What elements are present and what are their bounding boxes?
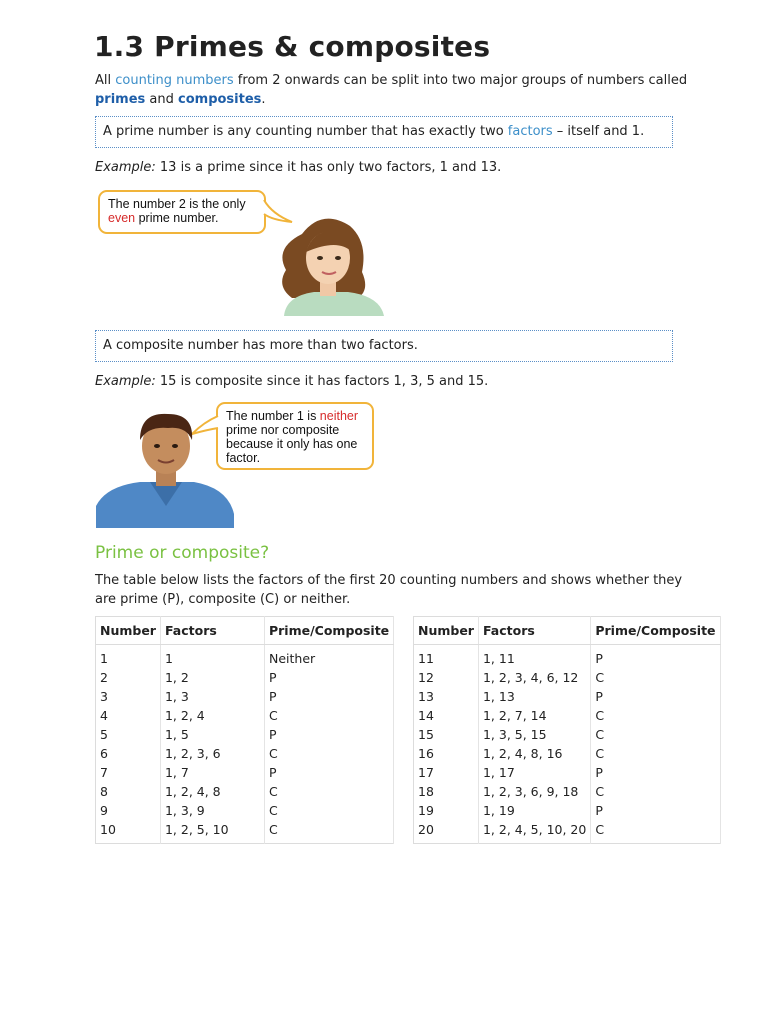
table-row — [414, 782, 721, 801]
prime-definition-box — [95, 116, 673, 148]
table-cell: 11 — [414, 645, 479, 669]
table-cell: P — [591, 763, 720, 782]
table-cell: 1, 3 — [160, 687, 264, 706]
neither-speech-bubble — [216, 402, 374, 470]
table-cell: 2 — [96, 668, 161, 687]
prime-example — [95, 160, 501, 175]
table-cell: 12 — [414, 668, 479, 687]
neither-bubble-line-1-text: The number 1 is — [226, 409, 320, 423]
table-cell: 4 — [96, 706, 161, 725]
page-title: 1.3 Primes & composites — [94, 30, 491, 63]
table-header-cell: Number — [414, 617, 479, 645]
table-cell: 19 — [414, 801, 479, 820]
intro-text-3: and — [145, 92, 179, 107]
table-cell: P — [264, 668, 393, 687]
table-cell: 20 — [414, 820, 479, 844]
table-row — [96, 725, 394, 744]
table-cell: 1, 3, 5, 15 — [478, 725, 590, 744]
neither-bubble-line-2: prime nor composite — [226, 423, 340, 437]
table-cell: 14 — [414, 706, 479, 725]
table-header-cell: Prime/Composite — [591, 617, 720, 645]
table-cell: 5 — [96, 725, 161, 744]
table-row — [96, 706, 394, 725]
table-row — [414, 687, 721, 706]
section-heading: Prime or composite? — [95, 543, 270, 563]
table-cell: 1, 2, 3, 4, 6, 12 — [478, 668, 590, 687]
table-cell: 18 — [414, 782, 479, 801]
table-cell: P — [591, 801, 720, 820]
table-cell: 1, 7 — [160, 763, 264, 782]
table-header-cell: Number — [96, 617, 161, 645]
neither-bubble-line-3: because it only has one — [226, 437, 358, 451]
neither-bubble-line-1 — [226, 409, 364, 423]
table-intro: The table below lists the factors of the first 20 counting numbers and shows whether they are prime (P), composite (C) or neither. — [95, 573, 683, 607]
composite-example — [95, 374, 488, 389]
prime-example-text: 13 is a prime since it has only two factors, 1 and 13. — [155, 160, 502, 175]
table-row — [96, 744, 394, 763]
table-row — [414, 763, 721, 782]
neither-highlight: neither — [319, 409, 359, 423]
table-cell: 17 — [414, 763, 479, 782]
table-row — [414, 820, 721, 844]
table-cell: 1, 11 — [478, 645, 590, 669]
table-cell: 1, 2 — [160, 668, 264, 687]
table-cell: P — [264, 725, 393, 744]
table-cell: P — [264, 687, 393, 706]
prime-definition-text-1: A prime number is any counting number that has exactly two — [103, 124, 508, 139]
table-row — [96, 763, 394, 782]
prime-example-label: Example: — [95, 160, 156, 175]
table-cell: 1 — [160, 645, 264, 669]
factors-table-right — [413, 616, 721, 844]
factors-link[interactable]: factors — [507, 124, 553, 139]
composite-definition-text: A composite number has more than two factors. — [103, 338, 418, 353]
intro-paragraph — [95, 71, 695, 109]
intro-text-1: All — [95, 73, 116, 88]
table-header-cell: Factors — [478, 617, 590, 645]
table-cell: P — [264, 763, 393, 782]
even-prime-speech-bubble — [98, 190, 266, 234]
even-bubble-line-2 — [108, 211, 256, 225]
table-row — [96, 645, 394, 669]
table-cell: 1, 2, 3, 6, 9, 18 — [478, 782, 590, 801]
woman-illustration-icon — [262, 212, 390, 316]
table-cell: 1, 2, 3, 6 — [160, 744, 264, 763]
table-cell: 1, 2, 7, 14 — [478, 706, 590, 725]
table-row — [414, 725, 721, 744]
table-cell: C — [591, 725, 720, 744]
table-row — [414, 801, 721, 820]
table-cell: 1, 2, 4, 8, 16 — [478, 744, 590, 763]
table-cell: 6 — [96, 744, 161, 763]
table-row — [414, 645, 721, 669]
neither-bubble-line-4: factor. — [226, 451, 261, 465]
table-row — [96, 668, 394, 687]
table-row — [96, 820, 394, 844]
table-row — [414, 744, 721, 763]
even-highlight: even — [108, 211, 136, 225]
table-cell: 16 — [414, 744, 479, 763]
table-cell: 8 — [96, 782, 161, 801]
table-cell: 9 — [96, 801, 161, 820]
composite-example-text: 15 is composite since it has factors 1, 3, 5 and 15. — [155, 374, 489, 389]
table-cell: 1, 17 — [478, 763, 590, 782]
man-illustration-icon — [96, 410, 236, 528]
even-bubble-line-2-text: prime number. — [135, 211, 219, 225]
table-cell: 1, 2, 4 — [160, 706, 264, 725]
table-cell: C — [264, 706, 393, 725]
table-cell: 3 — [96, 687, 161, 706]
table-cell: C — [264, 744, 393, 763]
even-bubble-line-1: The number 2 is the only — [108, 197, 246, 211]
table-cell: 1, 2, 4, 8 — [160, 782, 264, 801]
table-cell: 1, 19 — [478, 801, 590, 820]
composite-definition-box — [95, 330, 673, 362]
table-cell: C — [591, 782, 720, 801]
prime-definition-text-2: – itself and 1. — [552, 124, 645, 139]
primes-link[interactable]: primes — [95, 92, 146, 107]
table-cell: 1, 3, 9 — [160, 801, 264, 820]
table-cell: C — [264, 801, 393, 820]
table-row — [414, 668, 721, 687]
table-row — [96, 801, 394, 820]
table-cell: 1, 2, 5, 10 — [160, 820, 264, 844]
table-cell: 1, 2, 4, 5, 10, 20 — [478, 820, 590, 844]
intro-text-4: . — [261, 92, 266, 107]
table-header-cell: Factors — [160, 617, 264, 645]
table-cell: P — [591, 645, 720, 669]
table-cell: C — [264, 820, 393, 844]
table-cell: C — [591, 668, 720, 687]
table-header-row — [414, 617, 721, 645]
table-header-row — [96, 617, 394, 645]
table-cell: 1, 5 — [160, 725, 264, 744]
table-cell: 1, 13 — [478, 687, 590, 706]
table-cell: C — [591, 744, 720, 763]
composites-link[interactable]: composites — [178, 92, 262, 107]
table-cell: 1 — [96, 645, 161, 669]
composite-example-label: Example: — [95, 374, 156, 389]
table-cell: 10 — [96, 820, 161, 844]
table-header-cell: Prime/Composite — [264, 617, 393, 645]
intro-text-2: from 2 onwards can be split into two major groups of numbers called — [233, 73, 688, 88]
table-row — [414, 706, 721, 725]
table-cell: 15 — [414, 725, 479, 744]
factors-table-left — [95, 616, 394, 844]
table-cell: C — [264, 782, 393, 801]
table-cell: C — [591, 706, 720, 725]
table-row — [96, 687, 394, 706]
table-cell: C — [591, 820, 720, 844]
table-cell: Neither — [264, 645, 393, 669]
table-cell: P — [591, 687, 720, 706]
table-row — [96, 782, 394, 801]
table-cell: 7 — [96, 763, 161, 782]
counting-numbers-link[interactable]: counting numbers — [115, 73, 234, 88]
table-cell: 13 — [414, 687, 479, 706]
